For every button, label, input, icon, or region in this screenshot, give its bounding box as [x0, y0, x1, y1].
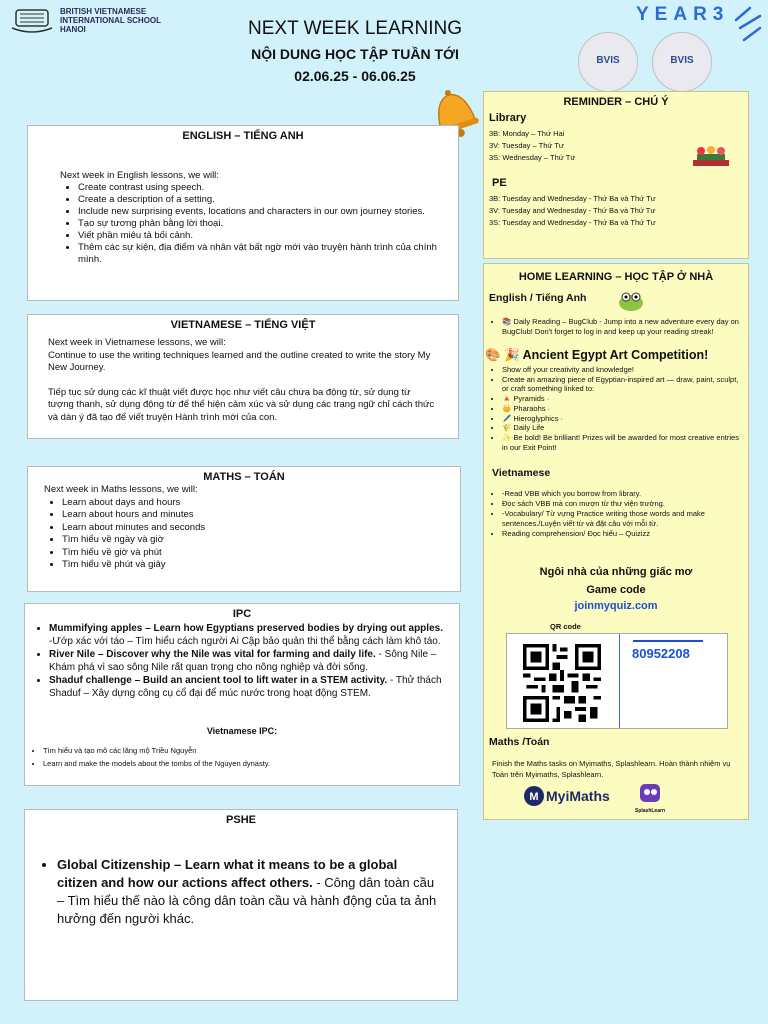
qr-code-icon[interactable] [521, 644, 603, 727]
pshe-section [24, 809, 458, 1001]
list-item [49, 648, 443, 674]
home-english-label: English / Tiếng Anh [489, 292, 587, 304]
pshe-list [39, 856, 439, 928]
list-item: • Show off your creativity and knowledge! [502, 365, 742, 375]
english-intro: Next week in English lessons, we will: [60, 170, 219, 181]
schedule-row: 3B: Tuesday and Wednesday - Thứ Ba và Thứ Tư [489, 194, 656, 203]
page-title-vi: NỘI DUNG HỌC TẬP TUẦN TỚI [251, 46, 459, 62]
home-vietnamese-label: Vietnamese [492, 467, 551, 479]
bug-icon [616, 288, 646, 317]
qr-code-panel [506, 633, 728, 729]
list-item: • Tạo sự tương phản bằng lời thoại. [78, 218, 440, 230]
game-code-label: Game code [586, 584, 646, 596]
badge-label: BVIS [596, 55, 620, 66]
list-item: • 🔺 Pyramids · [502, 394, 742, 404]
list-item: • Learn about days and hours [62, 497, 444, 510]
list-item: • Learn about minutes and seconds [62, 522, 444, 535]
maths-section [27, 466, 461, 592]
ipc-item-bold: Shaduf challenge – Build an ancient tool to lift water in a STEM activity. [49, 675, 388, 686]
game-code-divider [619, 634, 620, 728]
quiz-link[interactable]: joinmyquiz.com [574, 600, 658, 612]
vietnamese-section [27, 314, 459, 439]
list-item: • Thêm các sự kiện, địa điểm và nhân vật bất ngờ mới vào truyện hành trình của chính mình. [78, 242, 440, 266]
ipc-item-text: - Sông Nile – Khám phá vì sao sông Nile rất quan trọng cho nông nghiệp và đời sống. [49, 649, 437, 673]
quiz-title: Ngôi nhà của những giấc mơ [539, 566, 693, 578]
game-code-underline [633, 640, 703, 642]
ipc-item-bold: Mummifying apples – Learn how Egyptians preserved bodies by drying out apples. [49, 623, 443, 634]
bvis-badge-2 [652, 32, 712, 92]
ipc-item-text: -Ướp xác với táo – Tìm hiểu cách người Ai Cập bảo quản thi thể bằng cách làm khô táo. [49, 636, 441, 647]
badge-label: BVIS [670, 55, 694, 66]
competition-list [484, 365, 742, 452]
reminder-section [483, 91, 749, 259]
list-item: • ✨ Be bold! Be brilliant! Prizes will be awarded for most creative entries in our Exit Point! [502, 433, 742, 452]
list-item: • Tìm hiểu về phút và giây [62, 559, 444, 572]
splashlearn-icon [638, 783, 662, 803]
vietnamese-text-1: Continue to use the writing techniques learned and the outline created to write the story My New Journey. [48, 349, 431, 373]
schedule-row: 3V: Tuesday and Wednesday - Thứ Ba và Thứ Tư [489, 206, 656, 215]
list-item: • Create contrast using speech. [78, 182, 440, 194]
vietnamese-ipc-list [27, 744, 449, 770]
list-item: • 🌾 Daily Life [502, 423, 742, 433]
list-item [57, 856, 439, 928]
vietnamese-intro: Next week in Vietnamese lessons, we will: [48, 337, 226, 348]
english-section [27, 125, 459, 301]
maths-title: MATHS – TOÁN [203, 471, 285, 483]
english-list [60, 182, 440, 266]
decor-lines-icon [732, 6, 762, 51]
pshe-item-text: - Công dân toàn cầu – Tìm hiểu thế nào là công dân toàn cầu và hành động của ta ảnh hưởng đến người khác. [57, 875, 437, 926]
home-vietnamese-list [484, 489, 722, 539]
myimaths-icon [524, 786, 544, 806]
school-name-line1: BRITISH VIETNAMESE [60, 7, 147, 16]
list-item: • Đọc sách VBB mà con mượn từ thư viện trường. [502, 499, 722, 509]
competition-title: 🎨 🎉 Ancient Egypt Art Competition! [485, 348, 709, 362]
school-name [60, 7, 161, 34]
schedule-row: 3S: Tuesday and Wednesday - Thứ Ba và Thứ Tư [489, 218, 656, 227]
pe-label: PE [492, 177, 507, 189]
schedule-row: 3B: Monday – Thứ Hai [489, 129, 565, 138]
list-item: • 👑 Pharaohs · [502, 404, 742, 414]
reminder-title: REMINDER – CHÚ Ý [563, 96, 669, 108]
crest-icon [10, 6, 54, 34]
school-name-line3: HANOI [60, 25, 86, 34]
myimaths-logo[interactable] [524, 786, 610, 806]
ipc-section [24, 603, 460, 786]
ipc-title: IPC [232, 608, 252, 620]
library-schedule [489, 128, 575, 164]
list-item: • Tìm hiểu và tạo mô các lăng mộ Triều Nguyễn [43, 744, 449, 757]
splashlearn-label: SplashLearn [634, 808, 665, 814]
header [200, 18, 510, 84]
list-item: • Reading comprehension/ Đọc hiểu – Quizizz [502, 529, 722, 539]
english-title: ENGLISH – TIẾNG ANH [182, 130, 304, 142]
list-item: • Create a description of a setting. [78, 194, 440, 206]
schedule-row: 3S: Wednesday – Thứ Tư [489, 153, 576, 162]
svg-text:M: M [529, 791, 539, 803]
game-code-value: 80952208 [632, 646, 690, 661]
vietnamese-text-2: Tiếp tục sử dụng các kĩ thuật viết được học như viết câu chưa ba động từ, sử dụng từ tượng thanh, sử dụng động từ để thể hiện cảm xúc và sử dụng các trạng ngữ chỉ cách thức và dàn ý đã tạo để viết truyện Hành trình mới của con. [48, 386, 435, 423]
list-item: • Learn about hours and minutes [62, 509, 444, 522]
home-maths-text: Finish the Maths tasks on Myimaths, Splashlearn. Hoàn thành nhiệm vụ Toán trên Myimaths, Splashlearn. [492, 759, 731, 779]
list-item: • -Vocabulary/ Từ vựng Practice writing those words and make sentences./Luyện viết từ và đặt câu với mỗi từ. [502, 509, 722, 529]
year-label: YEAR3 [636, 4, 730, 25]
school-logo [10, 6, 54, 34]
page-title: NEXT WEEK LEARNING [248, 18, 462, 39]
ipc-item-bold: River Nile – Discover why the Nile was vital for farming and daily life. [49, 649, 376, 660]
home-learning-section [483, 263, 749, 820]
maths-intro: Next week in Maths lessons, we will: [44, 484, 198, 495]
home-english-list [484, 317, 742, 337]
date-range: 02.06.25 - 06.06.25 [294, 68, 416, 84]
school-name-line2: INTERNATIONAL SCHOOL [60, 16, 162, 25]
books-icon [689, 146, 733, 177]
library-label: Library [489, 112, 527, 124]
ipc-list [31, 622, 443, 700]
splashlearn-logo[interactable] [632, 783, 668, 814]
pshe-item-bold: Global Citizenship – Learn what it means to be a global citizen and how our actions affect others. [57, 857, 398, 890]
myimaths-label: MyiMaths [546, 788, 610, 804]
list-item: • 🖊️ Hieroglyphics · [502, 414, 742, 424]
list-item [49, 674, 443, 700]
qr-label: QR code [550, 622, 581, 631]
list-item [49, 622, 443, 648]
list-item: • Tìm hiểu về giờ và phút [62, 547, 444, 560]
bvis-badge-1 [578, 32, 638, 92]
ipc-item-text: - Thử thách Shaduf – Xây dựng công cụ cổ đại để múc nước trong hoạt động STEM. [49, 675, 442, 699]
maths-list [44, 497, 444, 572]
list-item: • Viết phần miêu tả bối cảnh. [78, 230, 440, 242]
home-learning-title: HOME LEARNING – HỌC TẬP Ở NHÀ [518, 271, 714, 283]
list-item: • -Read VBB which you borrow from library. [502, 489, 722, 499]
list-item: • Create an amazing piece of Egyptian-inspired art — draw, paint, sculpt, or craft something linked to: [502, 375, 742, 394]
pshe-title: PSHE [226, 814, 256, 826]
home-maths-label: Maths /Toán [489, 736, 550, 748]
list-item: • 📚 Daily Reading – BugClub - Jump into a new adventure every day on BugClub! Don't forget to log in and keep up your reading streak! [502, 317, 742, 337]
pe-schedule [489, 193, 656, 229]
schedule-row: 3V: Tuesday – Thứ Tư [489, 141, 564, 150]
list-item: • Include new surprising events, locations and characters in our own journey stories. [78, 206, 440, 218]
list-item: • Tìm hiểu về ngày và giờ [62, 534, 444, 547]
vietnamese-ipc-title: Vietnamese IPC: [206, 726, 278, 736]
list-item: • Learn and make the models about the tombs of the Nguyen dynasty. [43, 757, 449, 770]
vietnamese-title: VIETNAMESE – TIẾNG VIỆT [170, 319, 316, 331]
